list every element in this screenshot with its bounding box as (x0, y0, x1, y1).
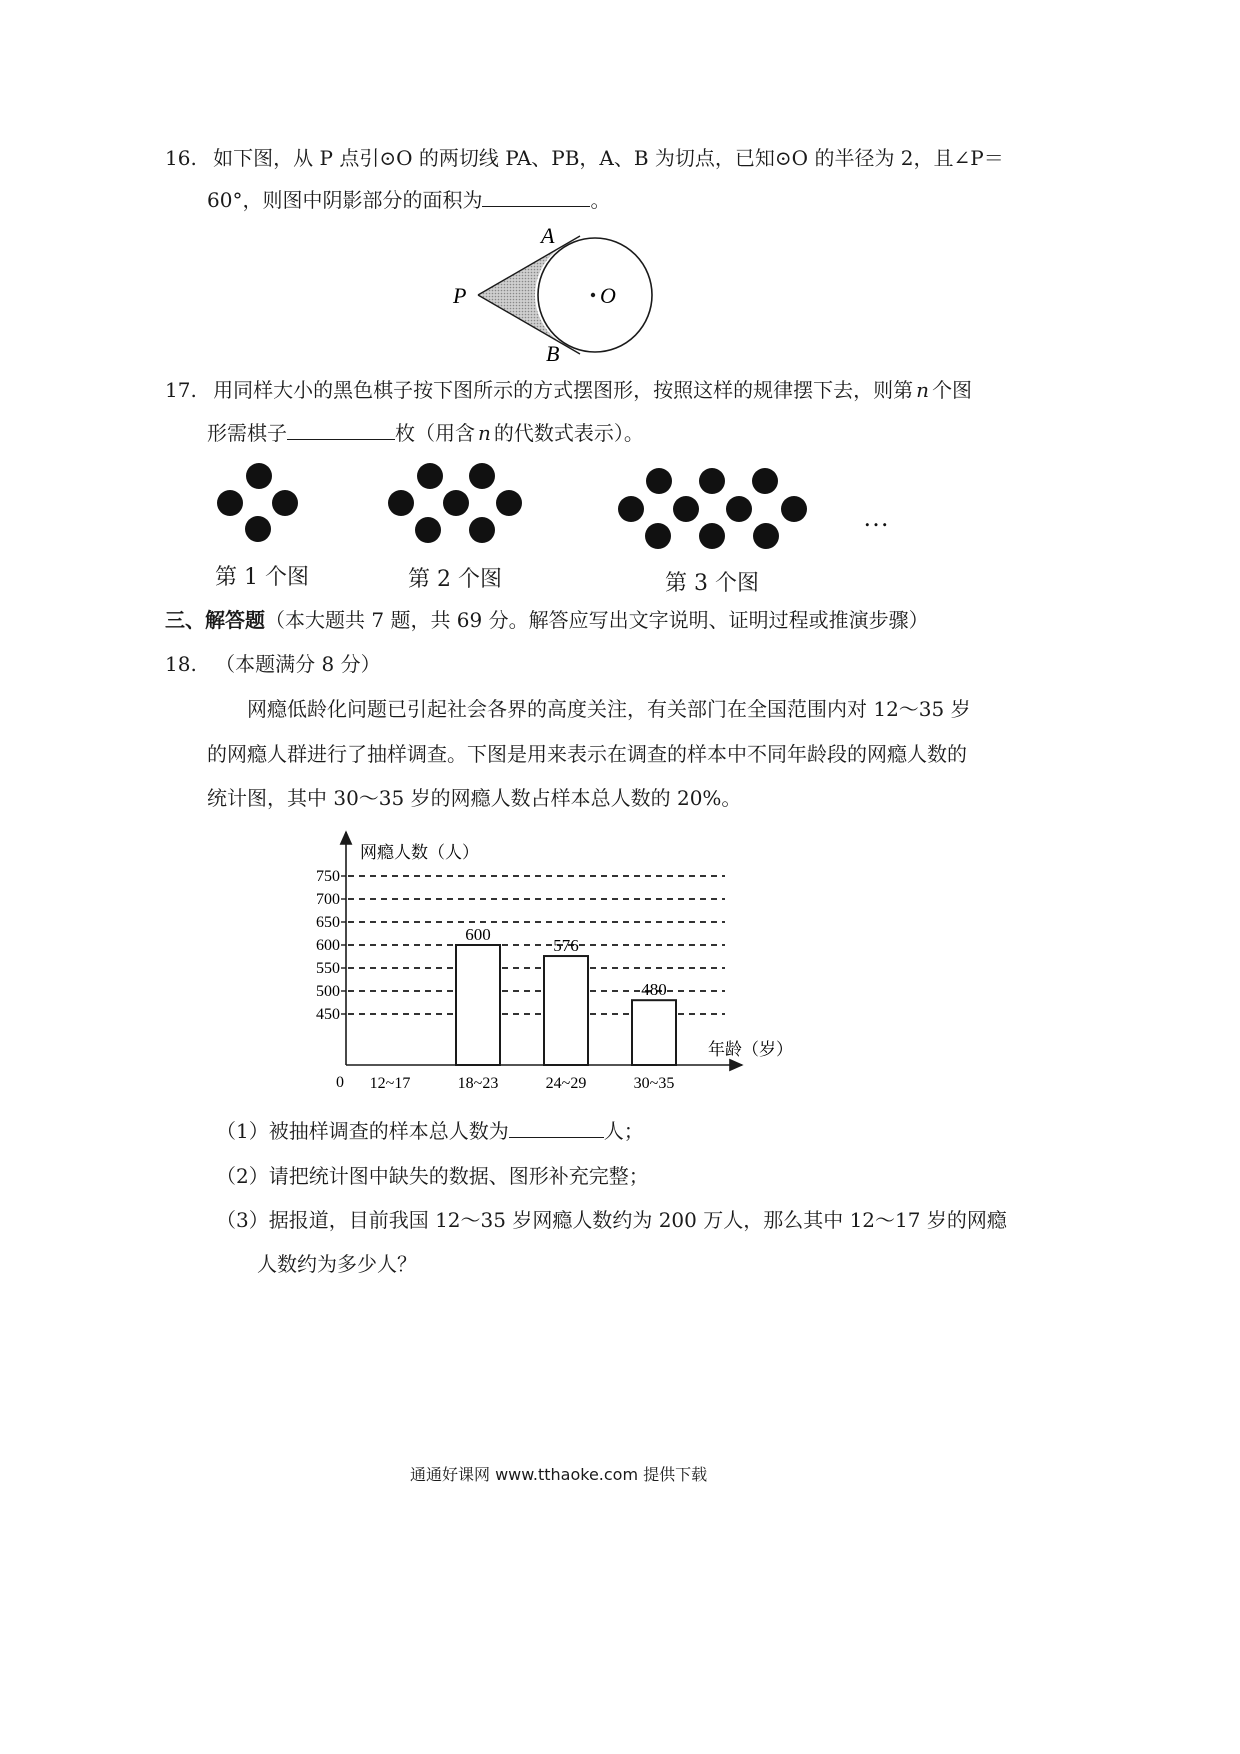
chart-y-tick-label: 550 (316, 960, 340, 977)
q17-text-line1-end: 个图 (932, 378, 973, 402)
chart-origin-label: 0 (336, 1074, 344, 1091)
chess-piece (646, 468, 672, 494)
chess-piece (388, 490, 414, 516)
q16-label-o: O (600, 283, 616, 308)
q18-bar-chart (316, 820, 810, 1105)
chart-y-tick-label: 450 (316, 1006, 340, 1023)
q18-sub1-text: （1）被抽样调查的样本总人数为 (216, 1119, 509, 1143)
q18-para-line2: 的网瘾人群进行了抽样调查。下图是用来表示在调查的样本中不同年龄段的网瘾人数的 (207, 742, 967, 766)
q18-number: 18. (165, 652, 197, 676)
chart-y-tick-label: 500 (316, 983, 340, 1000)
chess-piece (618, 496, 644, 522)
q16-answer-blank[interactable] (482, 186, 590, 207)
q18-header (165, 650, 381, 678)
q16-label-b: B (546, 341, 560, 366)
chart-x-tick-label: 12~17 (369, 1075, 411, 1092)
q18-sub1-unit: 人； (603, 1119, 644, 1143)
q18-sub1-answer-blank[interactable] (509, 1117, 604, 1138)
q18-sub2: （2）请把统计图中缺失的数据、图形补充完整； (216, 1164, 649, 1188)
q16-number: 16. (165, 146, 197, 170)
chart-y-tick-label: 600 (316, 937, 340, 954)
q17-number: 17. (165, 378, 197, 402)
chart-x-tick-label: 30~35 (633, 1075, 675, 1092)
section3-title: 三、解答题 (165, 608, 265, 632)
chart-x-tick-label: 24~29 (545, 1075, 587, 1092)
q16-label-a: A (541, 223, 555, 248)
chart-x-axis-label: 年龄（岁） (708, 1040, 793, 1059)
q17-answer-blank[interactable] (287, 419, 395, 440)
chess-piece (415, 517, 441, 543)
section3-heading (165, 606, 929, 634)
q16-line1 (165, 144, 1004, 172)
q16-text-line2: 60°，则图中阴影部分的面积为 (207, 188, 483, 212)
chess-piece (753, 523, 779, 549)
chess-piece (699, 468, 725, 494)
q17-text-line2-end: 的代数式表示）。 (493, 421, 644, 445)
section3-description: （本大题共 7 题，共 69 分。解答应写出文字说明、证明过程或推演步骤） (265, 608, 929, 632)
chart-bar-value-label: 576 (553, 936, 579, 956)
chart-bar (632, 1000, 676, 1065)
page-footer: 通通好课网 www.tthaoke.com 提供下载 (410, 1465, 708, 1484)
q17-caption-1: 第 1 个图 (215, 565, 309, 590)
q17-text-line1: 用同样大小的黑色棋子按下图所示的方式摆图形，按照这样的规律摆下去，则第 (213, 378, 914, 402)
chart-bar-value-label: 480 (641, 980, 667, 1000)
chess-piece (645, 523, 671, 549)
chess-piece (496, 490, 522, 516)
q17-var-n-2: n (478, 421, 491, 445)
chart-bars (456, 925, 676, 1065)
q16-tangent-figure (440, 220, 680, 370)
chess-piece (699, 523, 725, 549)
chart-bar (544, 956, 588, 1065)
q17-caption-3: 第 3 个图 (665, 571, 759, 596)
q17-var-n: n (916, 378, 930, 402)
chart-y-tick-labels (316, 868, 340, 1023)
chart-y-tick-label: 700 (316, 891, 340, 908)
chess-piece (726, 496, 752, 522)
chart-y-axis-label: 网瘾人数（人） (360, 843, 479, 862)
chart-x-tick-label: 18~23 (457, 1075, 499, 1092)
chart-bar (456, 945, 500, 1065)
q16-center-dot (591, 293, 595, 297)
chart-gridlines (341, 876, 725, 1014)
chess-piece (217, 490, 243, 516)
q16-shaded-region (478, 250, 557, 340)
chess-piece (752, 468, 778, 494)
q17-line2 (207, 419, 644, 447)
q16-line2 (207, 186, 610, 214)
q17-figure-1 (217, 463, 298, 542)
chess-piece (781, 496, 807, 522)
chart-y-tick-label: 750 (316, 868, 340, 885)
chess-piece (469, 463, 495, 489)
q16-text-line1: 如下图，从 P 点引⊙O 的两切线 PA、PB，A、B 为切点，已知⊙O 的半径为 2，且∠P＝ (213, 146, 1004, 170)
q17-text-line2-mid: 枚（用含 (395, 421, 475, 445)
q18-para-line1: 网瘾低龄化问题已引起社会各界的高度关注，有关部门在全国范围内对 12～35 岁 (247, 697, 971, 721)
q17-text-line2: 形需棋子 (207, 421, 287, 445)
chess-piece (469, 517, 495, 543)
q17-caption-2: 第 2 个图 (408, 567, 502, 592)
q17-figure-2 (388, 463, 522, 543)
q17-line1 (165, 376, 972, 404)
q18-sub1 (216, 1117, 644, 1145)
chart-x-tick-labels (370, 1075, 675, 1092)
q18-para-line3: 统计图，其中 30～35 岁的网瘾人数占样本总人数的 20%。 (207, 786, 742, 810)
chess-piece (673, 496, 699, 522)
q17-figure-3 (618, 468, 807, 549)
chart-y-tick-label: 650 (316, 914, 340, 931)
q18-sub3-line1: （3）据报道，目前我国 12～35 岁网瘾人数约为 200 万人，那么其中 12～17 岁的网瘾 (216, 1208, 1007, 1232)
q16-label-p: P (453, 283, 467, 308)
q18-sub3-line2: 人数约为多少人？ (257, 1252, 417, 1276)
chess-piece (417, 463, 443, 489)
q18-points: （本题满分 8 分） (215, 652, 381, 676)
q16-period: 。 (590, 188, 611, 212)
chart-bar-value-label: 600 (465, 925, 491, 944)
chess-piece (245, 516, 271, 542)
chess-piece (272, 490, 298, 516)
chess-piece (246, 463, 272, 489)
chess-piece (443, 490, 469, 516)
q17-pattern-figures (200, 452, 920, 562)
q17-ellipsis: … (863, 503, 889, 532)
